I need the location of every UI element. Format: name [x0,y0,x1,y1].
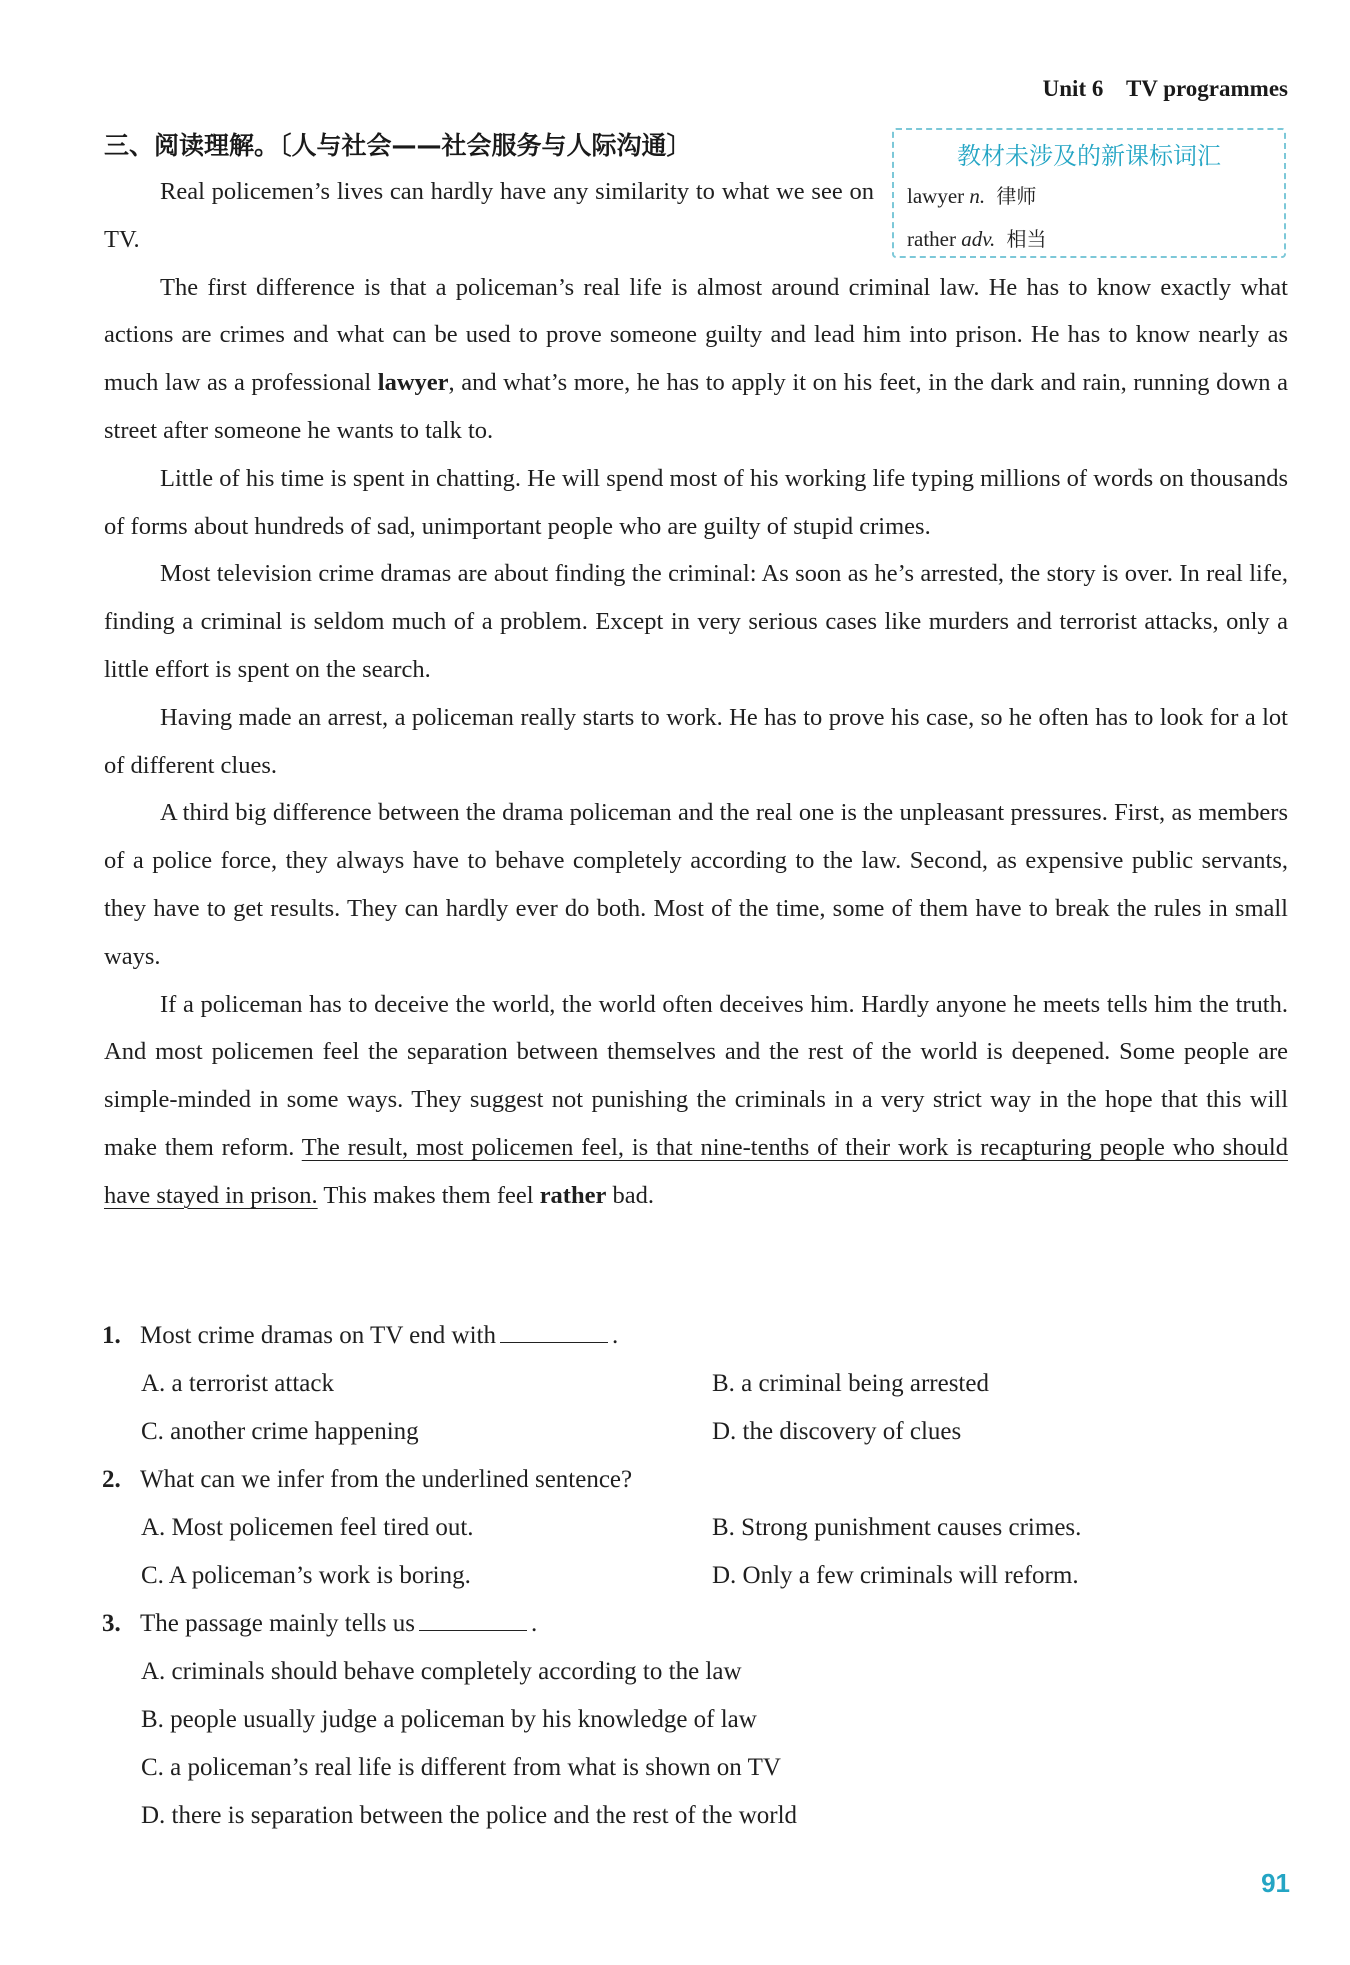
underlined-sentence: The result, most policemen feel, is that nine-tenths of their work is recapturing people who should have stayed in prison. [104,1133,1288,1209]
question-number: 2. [102,1466,121,1493]
page-number: 91 [1261,1868,1290,1898]
q1-option-b[interactable]: B. a criminal being arrested [712,1370,989,1397]
vocab-pos: adv. [961,227,996,251]
vocab-pos: n. [969,184,986,208]
passage-paragraph-2: The first difference is that a policeman’s real life is almost around criminal law. He has to know exactly what actions are crimes and what can be used to prove someone guilty and lead him into prison. He has to know nearly as much law as a professional lawyer, and what’s more, he has to apply it on his feet, in the dark and rain, running down a street after someone he wants to talk to. [104,273,1288,444]
q3-option-b[interactable]: B. people usually judge a policeman by his knowledge of law [141,1706,757,1733]
vocab-word: lawyer [907,184,965,208]
q1-option-c[interactable]: C. another crime happening [141,1418,419,1445]
answer-blank[interactable] [419,1610,527,1631]
q3-option-a[interactable]: A. criminals should behave completely according to the law [141,1658,742,1685]
question-number: 1. [102,1322,121,1349]
question-stem: Most crime dramas on TV end with [140,1322,496,1349]
q2-option-a[interactable]: A. Most policemen feel tired out. [141,1514,474,1541]
q3-option-d[interactable]: D. there is separation between the police and the rest of the world [141,1802,798,1829]
passage-paragraph-5: Having made an arrest, a policeman really starts to work. He has to prove his case, so he often has to look for a lot of different clues. [104,703,1288,779]
vocab-meaning: 相当 [1006,227,1047,251]
question-stem: What can we infer from the underlined sentence? [140,1466,633,1493]
vocab-meaning: 律师 [996,184,1037,208]
vocab-highlight-rather: rather [539,1181,607,1209]
reading-passage [104,168,1288,1220]
passage-paragraph-7: If a policeman has to deceive the world, the world often deceives him. Hardly anyone he meets tells him the truth. And most policemen feel the separation between themselves and the rest of the world is deepened. Some people are simple-minded in some ways. They suggest not punishing the criminals in a very strict way in the hope that this will make them reform. The result, most policemen feel, is that nine-tenths of their work is recapturing people who should have stayed in prison. This makes them feel rather bad. [104,990,1288,1209]
vocab-word: rather [907,227,956,251]
answer-blank[interactable] [500,1322,608,1343]
q3-option-c[interactable]: C. a policeman’s real life is different from what is shown on TV [141,1754,781,1781]
passage-paragraph-6: A third big difference between the drama policeman and the real one is the unpleasant pressures. First, as members of a police force, they always have to behave completely according to the law. Second, as expensive public servants, they have to get results. They can hardly ever do both. Most of the time, some of them have to break the rules in small ways. [104,799,1288,970]
q2-option-d[interactable]: D. Only a few criminals will reform. [712,1562,1079,1589]
passage-paragraph-4: Most television crime dramas are about finding the criminal: As soon as he’s arrested, the story is over. In real life, finding a criminal is seldom much of a problem. Except in very serious cases like murders and terrorist attacks, only a little effort is spent on the search. [104,560,1288,683]
running-header: Unit 6 TV programmes [1042,76,1288,101]
question-1: 1. Most crime dramas on TV end with . [102,1322,619,1349]
question-3: 3. The passage mainly tells us . [102,1610,538,1637]
question-stem: The passage mainly tells us [140,1610,415,1637]
vocabulary-box-title: 教材未涉及的新课标词汇 [957,142,1221,170]
question-2 [102,1466,632,1494]
q1-option-d[interactable]: D. the discovery of clues [712,1418,962,1445]
q2-option-c[interactable]: C. A policeman’s work is boring. [141,1562,471,1589]
q2-option-b[interactable]: B. Strong punishment causes crimes. [712,1514,1082,1541]
question-number: 3. [102,1610,121,1637]
vocab-highlight-lawyer: lawyer [377,369,449,397]
q1-option-a[interactable]: A. a terrorist attack [141,1370,334,1397]
passage-paragraph-3: Little of his time is spent in chatting. He will spend most of his working life typing millions of words on thousands of forms about hundreds of sad, unimportant people who are guilty of stupid crimes. [104,464,1288,540]
passage-paragraph-1: Real policemen’s lives can hardly have any similarity to what we see on TV. [104,178,874,253]
section-title: 三、阅读理解。〔人与社会——社会服务与人际沟通〕 [104,131,692,160]
